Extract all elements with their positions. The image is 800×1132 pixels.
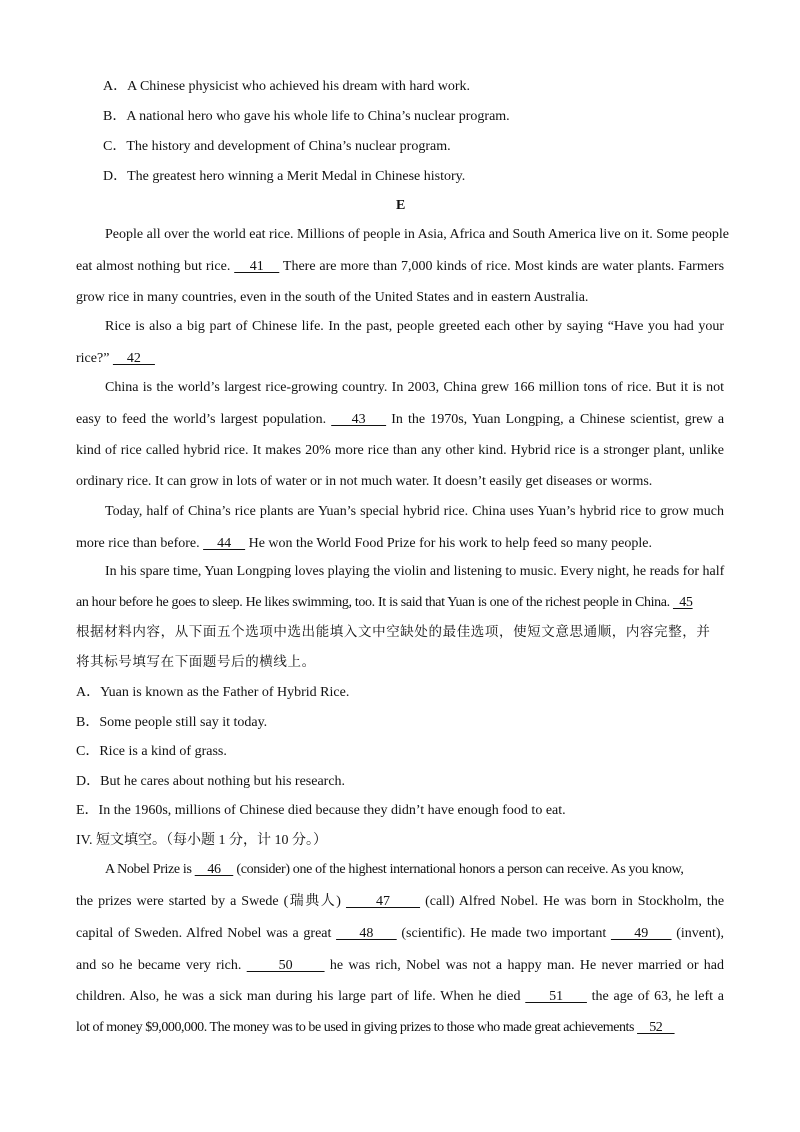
blank-52[interactable]: 52: [637, 1020, 675, 1035]
iv-text-1b: (consider) one of the highest international honors a person can receive. As you know,: [236, 862, 684, 877]
p4-line-1: Today, half of China’s rice plants are Yuan’s special hybrid rice. China uses Yuan’s hybrid rice to grow much: [105, 504, 724, 519]
p1-line-2: [76, 260, 724, 274]
prev-option-a: A．A Chinese physicist who achieved his dream with hard work.: [103, 79, 471, 94]
p4-text-a: more rice than before.: [76, 536, 200, 551]
p4-text-b: He won the World Food Prize for his work to help feed so many people.: [248, 536, 652, 551]
iv-line-2: [76, 895, 724, 909]
p1-line-3: grow rice in many countries, even in the south of the United States and in eastern Australia.: [76, 290, 589, 305]
iv-line-3: [76, 927, 724, 941]
prev-option-d: D．The greatest hero winning a Merit Medal in Chinese history.: [103, 169, 466, 184]
prev-option-c: C．The history and development of China’s nuclear program.: [103, 139, 451, 154]
p1-line-1: People all over the world eat rice. Millions of people in Asia, Africa and South America live on it. Some people: [105, 227, 730, 242]
blank-51[interactable]: 51: [525, 989, 587, 1004]
iv-text-1a: A Nobel Prize is: [105, 862, 192, 877]
option-b: B．Some people still say it today.: [76, 715, 268, 730]
p3-text-a: easy to feed the world’s largest population.: [76, 412, 327, 427]
blank-46[interactable]: 46: [194, 862, 234, 877]
p1-text-a: eat almost nothing but rice.: [76, 259, 231, 274]
blank-41[interactable]: 41: [234, 259, 280, 274]
p2-line-2: [76, 352, 155, 366]
p3-line-2: [76, 413, 724, 427]
blank-47[interactable]: 47: [345, 894, 421, 909]
iv-text-5b: the age of 63, he left a: [591, 989, 725, 1004]
p3-line-4: ordinary rice. It can grow in lots of water or in not much water. It doesn’t easily get diseases or worms.: [76, 474, 653, 489]
instruction-line-1: 根据材料内容，从下面五个选项中选出能填入文中空缺处的最佳选项，使短文意思通顺，内容完整，并: [76, 624, 711, 640]
instruction-line-2: 将其标号填写在下面题号后的横线上。: [76, 654, 316, 670]
blank-49[interactable]: 49: [610, 926, 672, 941]
option-a: A．Yuan is known as the Father of Hybrid Rice.: [76, 685, 350, 700]
section-iv-heading: IV. 短文填空。（每小题 1 分，计 10 分。）: [76, 833, 327, 848]
section-e-heading: E: [396, 198, 406, 213]
p5-line-1: In his spare time, Yuan Longping loves playing the violin and listening to music. Every night, he reads for half: [105, 564, 725, 579]
iv-text-4a: and so he became very rich.: [76, 958, 242, 973]
p1-text-b: There are more than 7,000 kinds of rice. Most kinds are water plants. Farmers: [282, 259, 725, 274]
blank-45[interactable]: 45: [672, 595, 693, 610]
p5-line-2: [76, 596, 693, 610]
p3-text-b: In the 1970s, Yuan Longping, a Chinese scientist, grew a: [391, 412, 725, 427]
option-d: D．But he cares about nothing but his research.: [76, 774, 346, 789]
blank-44[interactable]: 44: [203, 536, 246, 551]
iv-line-5: [76, 990, 724, 1004]
iv-line-6: [76, 1021, 675, 1035]
iv-line-1: [105, 863, 684, 877]
option-c: C．Rice is a kind of grass.: [76, 744, 227, 759]
iv-text-4b: he was rich, Nobel was not a happy man. He never married or had: [329, 958, 725, 973]
iv-line-4: [76, 959, 724, 973]
iv-text-5a: children. Also, he was a sick man during his large part of life. When he died: [76, 989, 521, 1004]
blank-43[interactable]: 43: [331, 412, 387, 427]
prev-option-b: B．A national hero who gave his whole life to China’s nuclear program.: [103, 109, 510, 124]
iv-text-3a: capital of Sweden. Alfred Nobel was a great: [76, 926, 332, 941]
p2-line-1: Rice is also a big part of Chinese life. In the past, people greeted each other by saying “Have you had your: [105, 319, 724, 334]
iv-text-6a: lot of money $9,000,000. The money was to be used in giving prizes to those who made great achievements: [76, 1020, 634, 1035]
iv-text-3b: (scientific). He made two important: [401, 926, 607, 941]
iv-text-2a: the prizes were started by a Swede (瑞典人): [76, 894, 341, 909]
iv-text-2b: (call) Alfred Nobel. He was born in Stockholm, the: [425, 894, 725, 909]
p3-line-1: China is the world’s largest rice-growing country. In 2003, China grew 166 million tons of rice. But it is not: [105, 380, 724, 395]
option-e: E．In the 1960s, millions of Chinese died because they didn’t have enough food to eat.: [76, 803, 566, 818]
p5-text-a: an hour before he goes to sleep. He likes swimming, too. It is said that Yuan is one of the richest people in China.: [76, 595, 670, 610]
p2-text-a: rice?”: [76, 351, 110, 366]
p4-line-2: [76, 537, 652, 551]
blank-48[interactable]: 48: [336, 926, 397, 941]
blank-42[interactable]: 42: [112, 351, 155, 366]
iv-text-3c: (invent),: [676, 926, 725, 941]
p3-line-3: kind of rice called hybrid rice. It makes 20% more rice than any other kind. Hybrid rice is a stronger plant, unlike: [76, 443, 724, 458]
blank-50[interactable]: 50: [246, 958, 325, 973]
